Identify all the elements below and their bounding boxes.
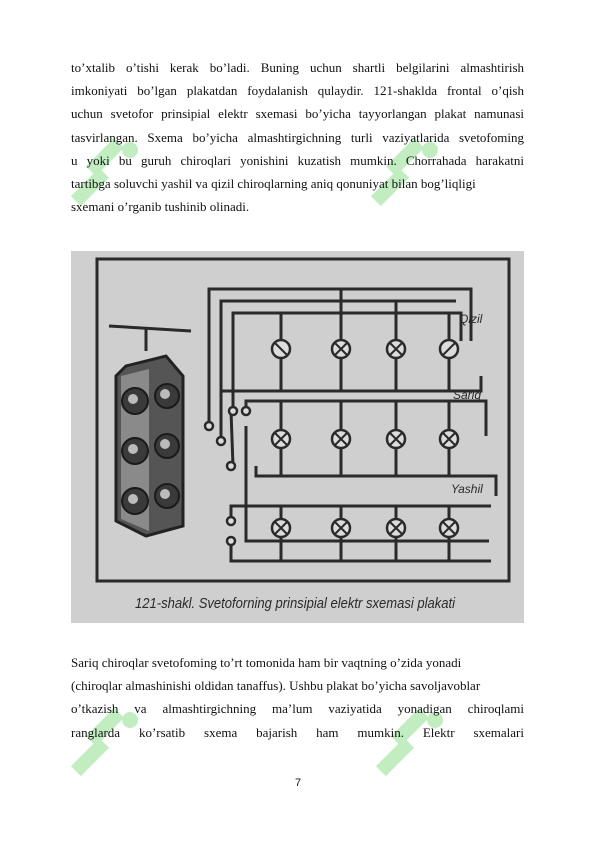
figure-caption: 121-shakl. Svetoforning prinsipial elektr sxemasi plakati xyxy=(135,595,456,612)
traffic-light-schematic-figure xyxy=(71,251,524,623)
page-number: 7 xyxy=(294,777,302,789)
text-line: (chiroqlar almashinishi oldidan tanaffus). Ushbu plakat bo’yicha savoljavoblar xyxy=(71,678,481,694)
text-line: uchun svetofor prinsipial elektr sxemasi bo’yicha tayyorlangan plakat namunasi xyxy=(71,106,524,122)
text-line: sxemani o’rganib tushinib olinadi. xyxy=(71,199,250,215)
text-line: ranglarda ko’rsatib sxema bajarish ham mumkin. Elektr sxemalari xyxy=(71,724,524,740)
label-sariq: Sariq xyxy=(453,388,482,402)
label-qizil: Qizil xyxy=(459,312,483,326)
text-line: tasvirlangan. Sxema bo’yicha almashtirgichning turli vaziyatlarida svetofoming xyxy=(71,129,524,145)
text-line: Sariq chiroqlar svetofoming to’rt tomonida ham bir vaqtning o’zida yonadi xyxy=(71,655,462,670)
label-yashil: Yashil xyxy=(451,482,483,496)
text-line: to’xtalib o’tishi kerak bo’ladi. Buning uchun shartli belgilarini almashtirish xyxy=(71,60,524,75)
text-line: imkoniyati bo’lgan plakatdan foydalanish qulaydir. 121-shaklda frontal o’qish xyxy=(71,83,524,99)
text-line: tartibga soluvchi yashil va qizil chiroqlarning aniq qonuniyat bilan bog’liqligi xyxy=(71,176,476,192)
text-line: u yoki bu guruh chiroqlari yonishini kuzatish mumkin. Chorrahada harakatni xyxy=(71,152,524,168)
paragraph-2 xyxy=(71,651,524,744)
paragraph-1 xyxy=(71,56,524,218)
text-line: o’tkazish va almashtirgichning ma’lum vaziyatida yonadigan chiroqlami xyxy=(71,701,524,717)
